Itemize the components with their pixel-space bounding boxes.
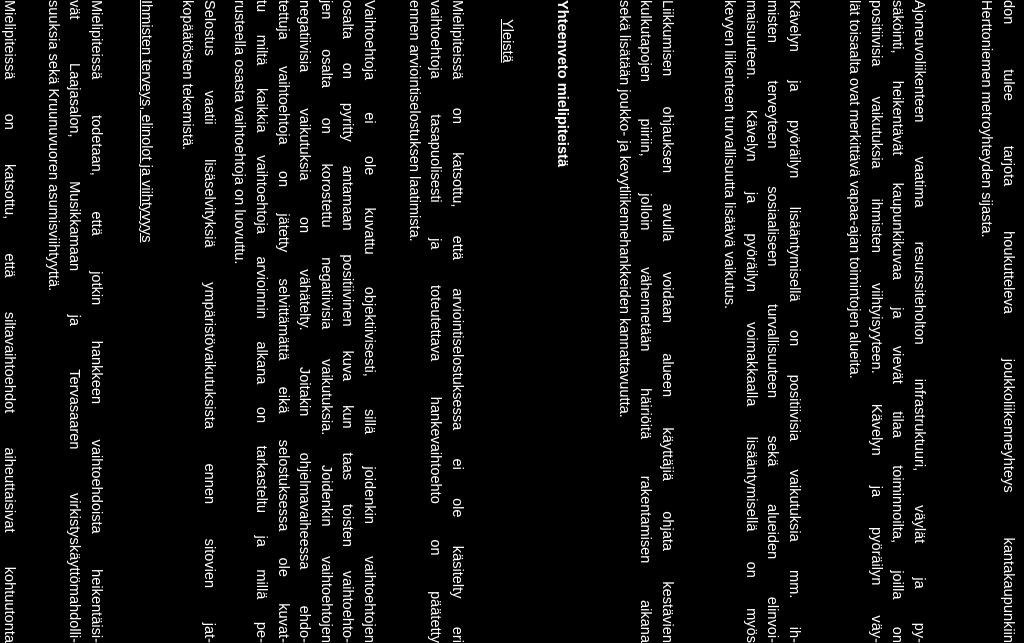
text-line: osalta on pyritty antamaan positiivinen kuva kun taas toisten vaihtoehto- <box>339 0 356 643</box>
paragraph-opinions-alternatives <box>402 0 467 643</box>
text-line: vaihtoehtoja tasapuolisesti ja toteutettava hankevaihtoehto on päätetty <box>427 0 444 643</box>
text-line: tu miltä kaikkia vaihtoehtoja arvioinnin alkana on tarkasteltu ja millä pe- <box>253 0 270 643</box>
text-line: jen osalta on korostettu negatiivisia vaikutuksia. Joidenkin vaihtoehtojen <box>317 0 334 643</box>
text-line: maisuuteen. Kävelyn ja pyöräilyn voimakkaalla lisääntymisellä on myös <box>742 0 759 643</box>
text-line: ennen arviointiselostuksen laatimista. <box>405 0 422 242</box>
section-heading: Yhteenveto mielipiteistä <box>554 0 570 168</box>
text-line: kulkutapojen piiriin, jolloin vähennetään häiriöitä rakentamisen aikana <box>637 0 654 643</box>
text-line: tettuja vaihtoehtoja on jätetty selvittämättä eikä selostuksessa ole kuvat- <box>274 0 291 643</box>
text-line: don tulee tarjota houkutteleva joukkoliikenneyhteys kantakaupunkiin <box>1000 0 1016 643</box>
text-line: Mielipiteissä on katsottu, että arviointiselostuksessa ei ole käsitelty eri <box>449 0 465 643</box>
text-line: lät toisaalta ovat merkittävä vapaa-ajan toimintojen alueita. <box>846 0 863 379</box>
paragraph-mobility-management <box>612 0 677 643</box>
text-line: vät Laajasalon, Musikkamaan ja Tervasaaren virkistyskäyttömahdolli- <box>66 0 83 643</box>
text-line: misten terveyteen sosiaaliseen turvallisuuteen sekä alueiden elinvoi- <box>764 0 781 643</box>
paragraph-walking-cycling <box>718 0 804 643</box>
text-line: sekä lisätään joukko- ja kevytliikennehankkeiden kannattavuutta. <box>615 0 632 418</box>
subheading-health-living: Ihmisten terveys, elinolot ja viihtyvyys <box>138 0 154 243</box>
text-line: rusteella osasta vaihtoehtoja on luovuttu. <box>231 0 248 265</box>
paragraph-further-studies <box>176 0 219 643</box>
text-line: Kävelyn ja pyöräilyn lisääntymisellä on positiivisia vaikutuksia mm. ih- <box>786 0 802 643</box>
paragraph-vehicle-infrastructure <box>843 0 929 643</box>
text-line: Mielipiteissä todetaan, että jotkin hankkeen vaihtoehdoista heikentäisi- <box>88 0 104 643</box>
text-line: positiivisia vaikutuksia ihmisten viihtyisyyteen. Kävelyn ja pyöräilyn väy- <box>867 0 884 643</box>
paragraph-objectivity <box>228 0 379 643</box>
text-line: suuksia sekä Kruunuvuoren asumisviihtyyttä. <box>44 0 61 292</box>
text-line: säköinti, heikentävät kaupunkikuvaa ja vievät tilaa toiminnoilta, joilla on <box>889 0 906 643</box>
text-line: Ajoneuvoliikenteen vaatima resurssiteholton infrastruktuuri, väylät ja py- <box>911 0 927 643</box>
paragraph-transit-connection <box>975 0 1018 643</box>
text-line: Herttoniemen metroyhteyden sijasta. <box>978 0 995 238</box>
paragraph-sailing <box>0 0 19 643</box>
text-line: Liikkumisen ohjauksen avulla voidaan alueen käyttäjiä ohjata kestävien <box>659 0 675 643</box>
paragraph-recreation <box>41 0 106 643</box>
text-line: kopäätösten tekemistä. <box>179 0 196 151</box>
text-line: kevyen liikenteen turvallisuutta lisäävä vaikutus. <box>721 0 738 310</box>
text-line: Mielipiteissä on katsottu, että siltavaihtoehdot aiheuttaisivat kohtuutonta <box>1 0 17 643</box>
subheading-general: Yleistä <box>499 19 515 63</box>
text-line: Vaihtoehtoja ei ole kuvattu objektiivisesti, sillä joidenkin vaihtoehtojen <box>361 0 377 643</box>
text-line: negatiivisia vaikutuksia on vähätelty. Joitakin ohjelmavaiheessa ehdo- <box>296 0 313 643</box>
text-line: Selostus vaatii lisäselvityksiä ympäristövaikutuksista ennen sitovien jat- <box>201 0 217 643</box>
